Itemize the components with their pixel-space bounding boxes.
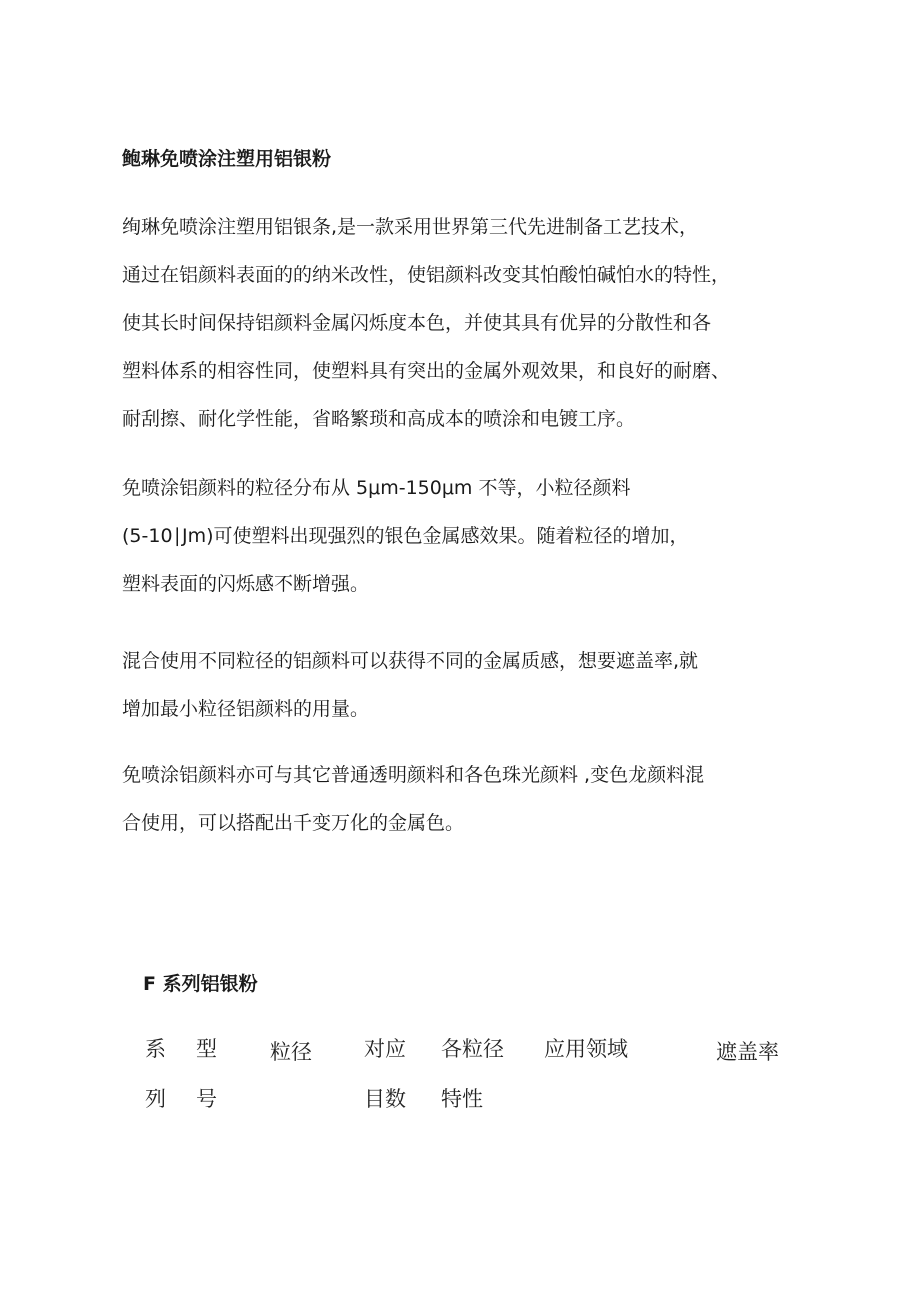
- paragraph-line: 合使用，可以搭配出千变万化的金属色。: [122, 812, 465, 834]
- header-text: 特性: [441, 1087, 483, 1111]
- table-header-cell-series: [145, 1024, 166, 1124]
- paragraph-line: (5-10∣Jm)可使塑料出现强烈的银色金属感效果。随着粒径的增加，: [122, 525, 689, 547]
- paragraph-line: 耐刮擦、耐化学性能，省略繁琐和高成本的喷涂和电镀工序。: [122, 408, 636, 430]
- header-text: 号: [196, 1087, 217, 1111]
- header-text: 系: [145, 1037, 166, 1061]
- paragraph-particle-size: [122, 464, 822, 608]
- table-header-row: [0, 1024, 920, 1124]
- table-header-cell-characteristics: [441, 1024, 504, 1124]
- header-text: 对应: [364, 1037, 406, 1061]
- paragraph-intro: [122, 203, 822, 443]
- table-header-cell-model: [196, 1024, 217, 1124]
- paragraph-line: 塑料体系的相容性同，使塑料具有突出的金属外观效果，和良好的耐磨、: [122, 360, 731, 382]
- header-text: 各粒径: [441, 1037, 504, 1061]
- paragraph-line: 通过在铝颜料表面的的纳米改性，使铝颜料改变其怕酸怕碱怕水的特性，: [122, 264, 731, 286]
- paragraph-line: 塑料表面的闪烁感不断增强。: [122, 573, 370, 595]
- header-text: 型: [196, 1037, 217, 1061]
- paragraph-line: 使其长时间保持铝颜料金属闪烁度本色，并使其具有优异的分散性和各: [122, 312, 712, 334]
- document-title: 鲍琳免喷涂注塑用铝银粉: [122, 148, 332, 170]
- paragraph-line: 免喷涂铝颜料的粒径分布从 5μm-150μm 不等，小粒径颜料: [122, 477, 631, 499]
- header-text: 列: [145, 1087, 166, 1111]
- paragraph-line: 绚琳免喷涂注塑用铝银条,是一款采用世界第三代先进制备工艺技术，: [122, 216, 699, 238]
- table-header-cell-particle-size: [270, 1027, 312, 1077]
- paragraph-line: 免喷涂铝颜料亦可与其它普通透明颜料和各色珠光颜料 ,变色龙颜料混: [122, 764, 705, 786]
- table-header-cell-hiding-power: [716, 1027, 779, 1077]
- header-text: 应用领域: [544, 1037, 628, 1061]
- paragraph-line: 混合使用不同粒径的铝颜料可以获得不同的金属质感，想要遮盖率,就: [122, 650, 699, 672]
- table-header-cell-mesh: [364, 1024, 406, 1124]
- paragraph-mixing: [122, 637, 822, 733]
- section-title: F 系列铝银粉: [143, 973, 258, 995]
- header-text: 目数: [364, 1087, 406, 1111]
- table-header-cell-application: [544, 1024, 628, 1074]
- paragraph-combination: [122, 751, 822, 847]
- header-text: 遮盖率: [716, 1040, 779, 1064]
- header-text: 粒径: [270, 1040, 312, 1064]
- paragraph-line: 增加最小粒径铝颜料的用量。: [122, 698, 370, 720]
